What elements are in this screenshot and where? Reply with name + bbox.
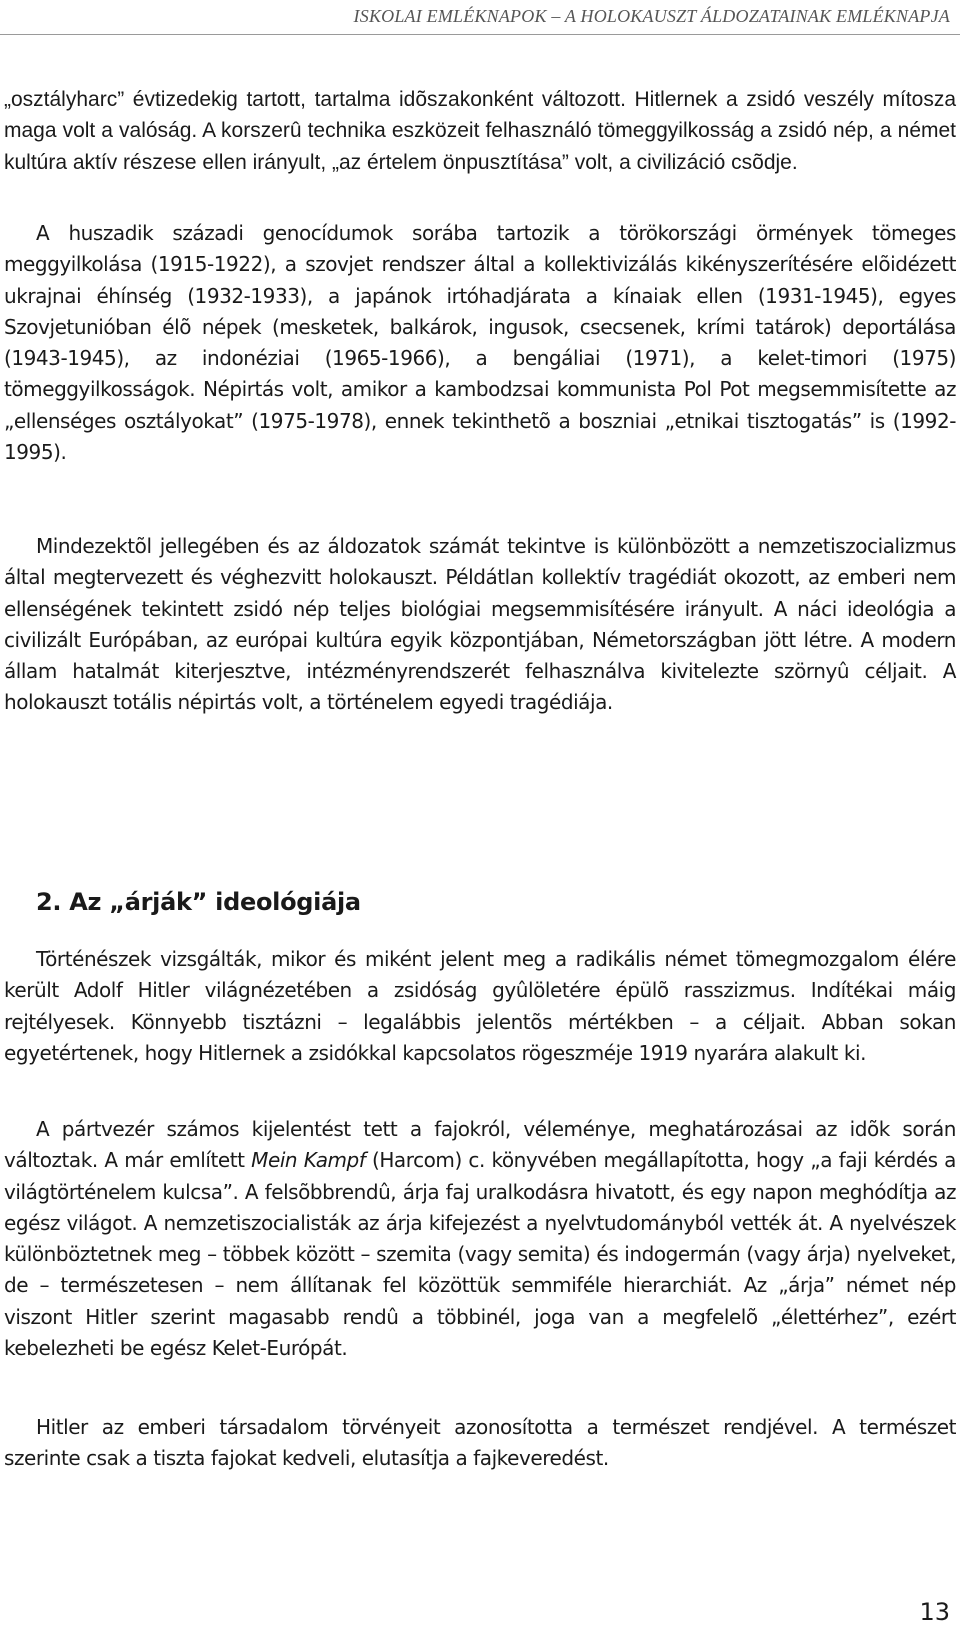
paragraph-5-text-end: (Harcom) c. könyvében megállapította, hogy „a faji kérdés a világtörténelem kulcsa”. A felsõbbrendû, árja faj uralkodásra hivatott, és egy napon meghódítja az egész világot. A nemzetiszocialisták az árja kifejezést a nyelvtudományból vették át. A nyelvészek különböztetnek meg – többek között – szemita (vagy semita) és indogermán (vagy árja) nyelveket, de – természetesen – nem állítanak fel közöttük semmiféle hierarchiát. Az „árja” német nép viszont Hitler szerint magasabb rendû a többinél, joga van a megfelelõ „élettérhez”, ezért kebelezheti be egész Kelet-Európát. — [4, 1148, 956, 1361]
paragraph-3-text: Mindezektõl jellegében és az áldozatok számát tekintve is különbözött a nemzetiszocializmus által megtervezett és véghezvitt holokauszt. Példátlan kollektív tragédiát okozott, az emberi nem ellenségének tekintett zsidó nép teljes biológiai megsemmisítésére irányult. A náci ideológia a civilizált Európában, az európai kultúra egyik központjában, Németországban jött létre. A modern állam hatalmát kiterjesztve, intézményrendszerét felhasználva kivitelezte szörnyû céljait. A holokauszt totális népirtás volt, a történelem egyedi tragédiája. — [4, 534, 956, 715]
paragraph-2-text: A huszadik századi genocídumok sorába tartozik a törökországi örmények tömeges meggyilkolása (1915-1922), a szovjet rendszer által a kollektivizálás kikényszerítésére elõidézett ukrajnai éhínség (1932-1933), a japánok irtóhadjárata a kínaiak ellen (1931-1945), egyes Szovjetunióban élõ népek (mesketek, balkárok, ingusok, csecsenek, krími tatárok) deportálása (1943-1945), az indonéziai (1965-1966), a bengáliai (1971), a kelet-timori (1975) tömeggyilkosságok. Népirtás volt, amikor a kambodzsai kommunista Pol Pot megsemmisítette az „ellenséges osztályokat” (1975-1978), ennek tekinthetõ a boszniai „etnikai tisztogatás” is (1992-1995). — [4, 221, 956, 465]
paragraph-6 — [4, 1412, 956, 1475]
paragraph-2 — [4, 218, 956, 468]
paragraph-5-text-start: A pártvezér számos kijelentést tett a fajokról, véleménye, meghatározásai az idõk során változtak. A már említett — [4, 1117, 956, 1173]
page-number: 13 — [919, 1598, 950, 1626]
running-header: ISKOLAI EMLÉKNAPOK – A HOLOKAUSZT ÁLDOZATAINAK EMLÉKNAPJA — [353, 6, 950, 26]
paragraph-1: „osztályharc” évtizedekig tartott, tartalma idõszakonként változott. Hitlernek a zsidó veszély mítosza maga volt a valóság. A korszerû technika eszközeit felhasználó tömeggyilkosság a zsidó nép, a német kultúra aktív részese ellen irányult, „az értelem önpusztítása” volt, a civilizáció csõdje. — [4, 88, 956, 174]
header-rule — [0, 34, 960, 35]
paragraph-6-text: Hitler az emberi társadalom törvényeit azonosította a természet rendjével. A természet szerinte csak a tiszta fajokat kedveli, elutasítja a fajkeveredést. — [4, 1415, 956, 1471]
paragraph-5 — [4, 1114, 956, 1364]
paragraph-4 — [4, 944, 956, 1069]
paragraph-4-text: Történészek vizsgálták, mikor és miként jelent meg a radikális német tömegmozgalom élére került Adolf Hitler világnézetében a zsidóság gyûlöletére épülõ rasszizmus. Indítékai máig rejtélyesek. Könnyebb tisztázni – legalábbis jelentõs mértékben – a céljait. Abban sokan egyetértenek, hogy Hitlernek a zsidókkal kapcsolatos rögeszméje 1919 nyarára alakult ki. — [4, 947, 956, 1065]
book-title: Mein Kampf — [251, 1148, 366, 1173]
paragraph-3 — [4, 531, 956, 719]
section-heading: 2. Az „árják” ideológiája — [36, 888, 361, 916]
